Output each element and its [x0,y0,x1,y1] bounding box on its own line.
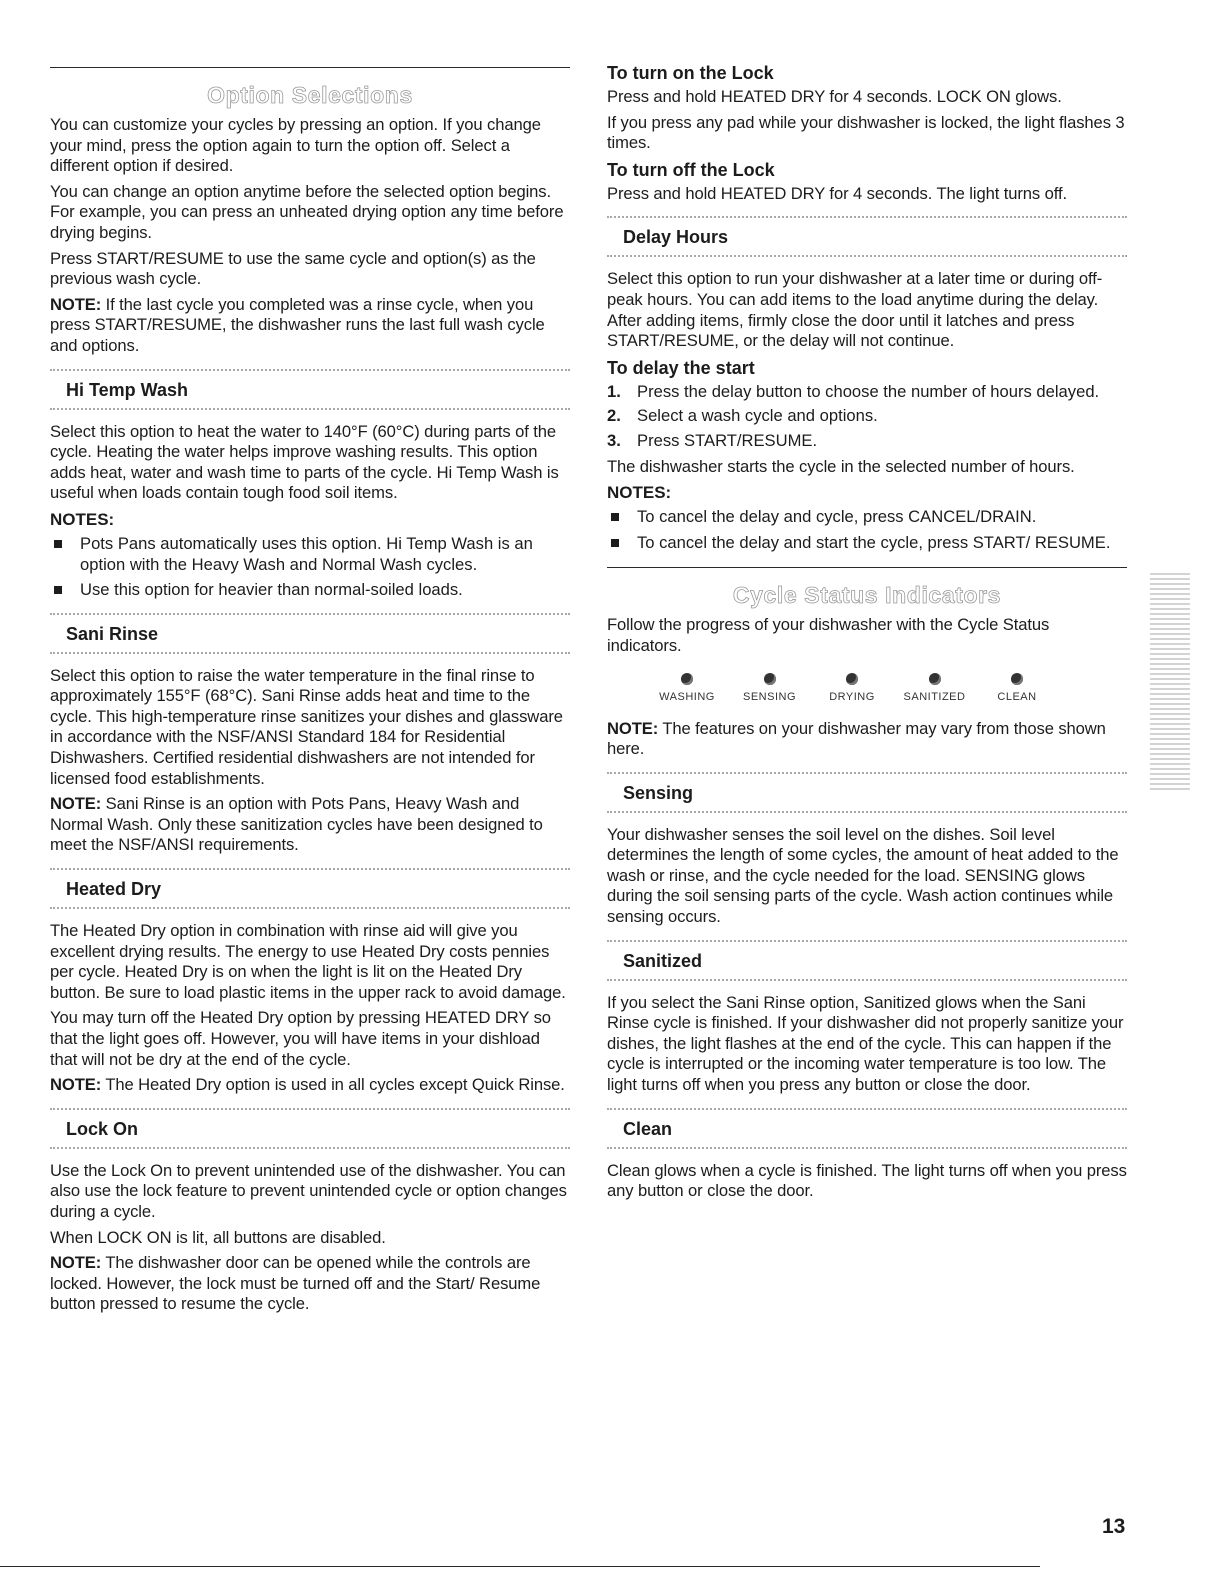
lock-on-note: NOTE: The dishwasher door can be opened while the controls are locked. However, the lock must be turned off and the Start/ Resume button pressed to resume the cycle. [50,1253,541,1314]
delay-hours-body: Select this option to run your dishwasher at a later time or during off-peak hours. You can add items to the load anytime during the delay. After adding items, firmly close the door until it latches and press START/RESUME, or the delay will not continue. [607,269,1103,351]
indicator-washing: WASHING [647,673,727,703]
turn-on-lock-body: Press and hold HEATED DRY for 4 seconds. LOCK ON glows. [607,87,1062,106]
clean-heading: Clean [607,1108,1127,1149]
turn-off-lock-heading: To turn off the Lock [607,159,775,180]
list-item: 2. Select a wash cycle and options. [607,406,878,426]
indicator-sanitized: SANITIZED [895,673,975,703]
sensing-body: Your dishwasher senses the soil level on the dishes. Soil level determines the length of some cycles, the amount of heat added to the wash or rinse, and the cycle needed for the load. SENSING glows during the soil sensing parts of the cycle. Wash action continues while sensing occurs. [607,824,1119,927]
indicator-light-icon [846,673,858,685]
hi-temp-wash-heading: Hi Temp Wash [50,369,570,410]
right-column [607,0,1127,1207]
sani-rinse-note: NOTE: Sani Rinse is an option with Pots Pans, Heavy Wash and Normal Wash. Only these sanitization cycles have been designed to meet the NSF/ANSI requirements. [50,794,543,855]
hi-temp-notes-label: NOTES: [50,509,115,529]
list-item: Use this option for heavier than normal-soiled loads. [50,580,570,601]
bullet-square-icon [611,539,619,547]
top-rule [50,67,570,68]
indicator-light-icon [681,673,693,685]
delay-start-heading: To delay the start [607,357,755,378]
list-item: To cancel the delay and start the cycle, press START/ RESUME. [607,533,1127,554]
bullet-square-icon [54,586,62,594]
indicator-light-icon [1011,673,1023,685]
delay-notes-list [607,507,1127,553]
lock-on-body: When LOCK ON is lit, all buttons are disabled. [50,1227,386,1247]
list-item: Pots Pans automatically uses this option. Hi Temp Wash is an option with the Heavy Wash and Normal Wash cycles. [50,534,570,575]
option-selections-title: Option Selections [207,82,413,108]
heated-dry-heading: Heated Dry [50,868,570,909]
list-item: 1. Press the delay button to choose the number of hours delayed. [607,381,1100,401]
delay-after: The dishwasher starts the cycle in the selected number of hours. [607,456,1075,476]
cycle-status-title: Cycle Status Indicators [732,582,1002,609]
cycle-status-indicators [647,673,1057,703]
sanitized-heading: Sanitized [607,940,1127,981]
bottom-rule [0,1566,1040,1567]
left-column [50,0,570,1320]
lock-on-body: Use the Lock On to prevent unintended use of the dishwasher. You can also use the lock feature to prevent unintended cycle or option changes during a cycle. [50,1160,567,1221]
intro-paragraph: You can change an option anytime before the selected option begins. For example, you can press an unheated drying option any time before drying begins. [50,181,564,242]
turn-off-lock-body: Press and hold HEATED DRY for 4 seconds. The light turns off. [607,183,1067,203]
delay-hours-heading: Delay Hours [607,216,1127,257]
turn-on-lock-body: If you press any pad while your dishwasher is locked, the light flashes 3 times. [607,112,1125,153]
page-number: 13 [1102,1515,1126,1538]
heated-dry-body: The Heated Dry option in combination with rinse aid will give you excellent drying results. The energy to use Heated Dry costs pennies per cycle. Heated Dry is on when the light is lit on the Heated Dry button. Be sure to load plastic items in the upper rack to avoid damage. [50,921,566,1002]
list-item: 3. Press START/RESUME. [607,430,818,450]
cycle-status-intro: Follow the progress of your dishwasher with the Cycle Status indicators. [607,615,1050,655]
section-rule [607,567,1127,568]
bullet-square-icon [611,513,619,521]
delay-steps-list [607,382,1127,452]
indicator-drying: DRYING [812,673,892,703]
intro-note: NOTE: If the last cycle you completed was a rinse cycle, when you press START/RESUME, the dishwasher runs the last full wash cycle and options. [50,294,545,355]
cycle-status-note: NOTE: The features on your dishwasher may vary from those shown here. [607,718,1106,759]
sani-rinse-body: Select this option to raise the water temperature in the final rinse to approximately 155°F (68°C). Sani Rinse adds heat and time to the cycle. This high-temperature rinse sanitizes your dishes and glassware in accordance with the NSF/ANSI Standard 184 for Residential Dishwashers. Certified residential dishwashers are not intended for licensed food establishments. [50,665,563,788]
lock-on-heading: Lock On [50,1108,570,1149]
indicator-sensing: SENSING [730,673,810,703]
hi-temp-notes-list [50,534,570,601]
sani-rinse-heading: Sani Rinse [50,613,570,654]
indicator-clean: CLEAN [977,673,1057,703]
intro-paragraph: Press START/RESUME to use the same cycle and option(s) as the previous wash cycle. [50,248,536,289]
delay-notes-label: NOTES: [607,483,672,503]
indicator-light-icon [764,673,776,685]
sanitized-body: If you select the Sani Rinse option, Sanitized glows when the Sani Rinse cycle is finished. If your dishwasher did not properly sanitize your dishes, the light flashes at the end of the cycle. This can happen if the cycle is interrupted or the incoming water temperature is too low. The light turns off when you press any button or close the door. [607,992,1124,1095]
hi-temp-wash-body: Select this option to heat the water to 140°F (60°C) during parts of the cycle. Heating the water helps improve washing results. This option adds heat, water and wash time to parts of the cycle. Hi Temp Wash is useful when loads contain tough food soil items. [50,421,559,503]
clean-body: Clean glows when a cycle is finished. The light turns off when you press any button or close the door. [607,1160,1127,1201]
bullet-square-icon [54,540,62,548]
turn-on-lock-heading: To turn on the Lock [607,63,774,83]
language-side-tab [1150,570,1190,790]
list-item: To cancel the delay and cycle, press CANCEL/DRAIN. [607,507,1127,528]
indicator-light-icon [929,673,941,685]
intro-paragraph: You can customize your cycles by pressing an option. If you change your mind, press the option again to turn the option off. Select a different option if desired. [50,115,541,176]
heated-dry-body: You may turn off the Heated Dry option by pressing HEATED DRY so that the light goes off. However, you will have items in your dishload that will not be dry at the end of the cycle. [50,1008,551,1069]
sensing-heading: Sensing [607,772,1127,813]
heated-dry-note: NOTE: The Heated Dry option is used in all cycles except Quick Rinse. [50,1075,565,1095]
